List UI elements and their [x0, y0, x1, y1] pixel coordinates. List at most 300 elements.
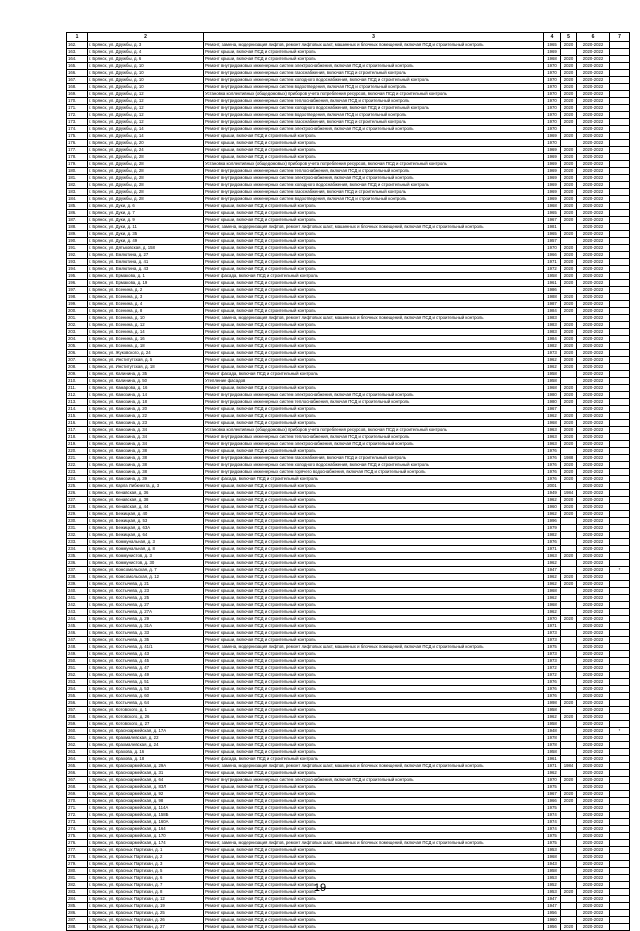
note-cell	[610, 161, 630, 168]
table-row	[67, 441, 630, 448]
planned-period-cell: 2020-2022	[577, 490, 610, 497]
row-number-cell: 263.	[67, 749, 88, 756]
last-repair-year-cell: 2020	[561, 497, 577, 504]
work-type-cell: Ремонт крыши, включая ПСД и строительный контроль	[204, 924, 544, 931]
address-cell: г. Брянск, ул. Кенавская, д. 44	[88, 504, 204, 511]
last-repair-year-cell	[561, 406, 577, 413]
work-type-cell: Ремонт, замена, модернизация лифтов, ремонт лифтовых шахт, машинных и блочных помещений, включая ПСД и строительный контроль	[204, 840, 544, 847]
row-number-cell: 222.	[67, 462, 88, 469]
work-type-cell: Ремонт крыши, включая ПСД и строительный контроль	[204, 357, 544, 364]
address-cell: г. Брянск, ул. Костычева, д. 25	[88, 595, 204, 602]
address-cell: г. Брянск, ул. Коммунистов, д. 30	[88, 560, 204, 567]
build-year-cell: 1972	[544, 672, 561, 679]
note-cell	[610, 469, 630, 476]
address-cell: г. Брянск, ул. Дружбы, д. 28	[88, 154, 204, 161]
work-type-cell: Ремонт крыши, включая ПСД и строительный контроль	[204, 805, 544, 812]
row-number-cell: 212.	[67, 392, 88, 399]
address-cell: г. Брянск, ул. Красных Партизан, д. 12	[88, 896, 204, 903]
row-number-cell: 286.	[67, 910, 88, 917]
build-year-cell: 1962	[544, 770, 561, 777]
note-cell	[610, 84, 630, 91]
work-type-cell: Ремонт крыши, включая ПСД и строительный контроль	[204, 56, 544, 63]
planned-period-cell: 2020-2022	[577, 679, 610, 686]
table-row	[67, 896, 630, 903]
row-number-cell: 182.	[67, 182, 88, 189]
address-cell: г. Брянск, ул. Красноармейская, д. 92	[88, 791, 204, 798]
last-repair-year-cell	[561, 630, 577, 637]
work-type-cell: Установка коллективных (общедомовых) приборов учета потребления ресурсов, включая ПСД и строительный контроль	[204, 91, 544, 98]
note-cell	[610, 714, 630, 721]
address-cell: г. Брянск, ул. Красноармейская, д. 158Б	[88, 812, 204, 819]
work-type-cell: Ремонт крыши, включая ПСД и строительный контроль	[204, 539, 544, 546]
planned-period-cell: 2020-2022	[577, 413, 610, 420]
address-cell: г. Брянск, ул. Кенавская, д. 36	[88, 490, 204, 497]
table-row	[67, 868, 630, 875]
planned-period-cell: 2020-2022	[577, 791, 610, 798]
work-type-cell: Ремонт крыши, включая ПСД и строительный контроль	[204, 322, 544, 329]
row-number-cell: 254.	[67, 686, 88, 693]
last-repair-year-cell	[561, 721, 577, 728]
work-type-cell: Ремонт крыши, включая ПСД и строительный контроль	[204, 896, 544, 903]
planned-period-cell: 2020-2022	[577, 133, 610, 140]
table-row	[67, 560, 630, 567]
table-row	[67, 525, 630, 532]
note-cell	[610, 497, 630, 504]
last-repair-year-cell	[561, 833, 577, 840]
table-row	[67, 665, 630, 672]
note-cell	[610, 630, 630, 637]
planned-period-cell: 2020-2022	[577, 693, 610, 700]
row-number-cell: 269.	[67, 791, 88, 798]
row-number-cell: 177.	[67, 147, 88, 154]
work-type-cell: Установка коллективных (общедомовых) приборов учета потребления ресурсов, включая ПСД и строительный контроль	[204, 427, 544, 434]
note-cell	[610, 371, 630, 378]
table-row	[67, 56, 630, 63]
row-number-cell: 213.	[67, 399, 88, 406]
note-cell	[610, 546, 630, 553]
row-number-cell: 279.	[67, 861, 88, 868]
work-type-cell: Ремонт крыши, включая ПСД и строительный контроль	[204, 574, 544, 581]
row-number-cell: 270.	[67, 798, 88, 805]
last-repair-year-cell: 2020	[561, 357, 577, 364]
address-cell: г. Брянск, ул. Есенина, д. 2	[88, 287, 204, 294]
build-year-cell: 1973	[544, 658, 561, 665]
build-year-cell: 1958	[544, 868, 561, 875]
row-number-cell: 260.	[67, 728, 88, 735]
note-cell	[610, 273, 630, 280]
build-year-cell: 1962	[544, 595, 561, 602]
work-type-cell: Ремонт внутридомовых инженерных систем водоотведения, включая ПСД и строительный контроль	[204, 196, 544, 203]
row-number-cell: 197.	[67, 287, 88, 294]
note-cell	[610, 168, 630, 175]
last-repair-year-cell	[561, 126, 577, 133]
row-number-cell: 225.	[67, 483, 88, 490]
planned-period-cell: 2020-2022	[577, 49, 610, 56]
last-repair-year-cell	[561, 371, 577, 378]
address-cell: г. Брянск, ул. Бежицкая, д. 64	[88, 532, 204, 539]
row-number-cell: 274.	[67, 826, 88, 833]
row-number-cell: 173.	[67, 119, 88, 126]
last-repair-year-cell: 2020	[561, 889, 577, 896]
planned-period-cell: 2020-2022	[577, 455, 610, 462]
build-year-cell: 1961	[544, 280, 561, 287]
address-cell: г. Брянск, ул. Дружбы, д. 10	[88, 84, 204, 91]
last-repair-year-cell: 2020	[561, 175, 577, 182]
last-repair-year-cell	[561, 567, 577, 574]
planned-period-cell: 2020-2022	[577, 189, 610, 196]
note-cell	[610, 420, 630, 427]
build-year-cell: 1976	[544, 455, 561, 462]
note-cell	[610, 588, 630, 595]
planned-period-cell: 2020-2022	[577, 651, 610, 658]
note-cell	[610, 721, 630, 728]
work-type-cell: Ремонт крыши, включая ПСД и строительный контроль	[204, 833, 544, 840]
build-year-cell: 1983	[544, 315, 561, 322]
last-repair-year-cell: 2020	[561, 189, 577, 196]
build-year-cell: 1970	[544, 70, 561, 77]
address-cell: г. Брянск, ул. Ермакова, д. 1	[88, 273, 204, 280]
address-cell: г. Брянск, ул. Дружбы, д. 3	[88, 42, 204, 49]
note-cell	[610, 798, 630, 805]
work-type-cell: Ремонт крыши, включая ПСД и строительный контроль	[204, 665, 544, 672]
planned-period-cell: 2020-2022	[577, 861, 610, 868]
address-cell: г. Брянск, ул. Красноармейская, д. 164	[88, 826, 204, 833]
build-year-cell: 1963	[544, 434, 561, 441]
row-number-cell: 220.	[67, 448, 88, 455]
planned-period-cell: 2020-2022	[577, 721, 610, 728]
work-type-cell: Ремонт крыши, включая ПСД и строительный контроль	[204, 630, 544, 637]
last-repair-year-cell: 2020	[561, 252, 577, 259]
table-row	[67, 217, 630, 224]
last-repair-year-cell: 2020	[561, 280, 577, 287]
work-type-cell: Ремонт фасада, включая ПСД и строительный контроль	[204, 371, 544, 378]
last-repair-year-cell	[561, 623, 577, 630]
table-row	[67, 518, 630, 525]
note-cell	[610, 742, 630, 749]
row-number-cell: 206.	[67, 350, 88, 357]
planned-period-cell: 2020-2022	[577, 672, 610, 679]
last-repair-year-cell: 2020	[561, 63, 577, 70]
work-type-cell: Ремонт крыши, включая ПСД и строительный контроль	[204, 749, 544, 756]
table-row	[67, 308, 630, 315]
build-year-cell: 1960	[544, 504, 561, 511]
planned-period-cell: 2020-2022	[577, 441, 610, 448]
planned-period-cell: 2020-2022	[577, 756, 610, 763]
planned-period-cell: 2020-2022	[577, 924, 610, 931]
last-repair-year-cell	[561, 49, 577, 56]
build-year-cell: 1978	[544, 735, 561, 742]
note-cell	[610, 602, 630, 609]
work-type-cell: Ремонт крыши, включая ПСД и строительный контроль	[204, 308, 544, 315]
row-number-cell: 273.	[67, 819, 88, 826]
note-cell	[610, 336, 630, 343]
table-row	[67, 637, 630, 644]
address-cell: г. Брянск, ул. Дружбы, д. 12	[88, 91, 204, 98]
planned-period-cell: 2020-2022	[577, 322, 610, 329]
work-type-cell: Ремонт внутридомовых инженерных систем электроснабжения, включая ПСД и строительный контроль	[204, 63, 544, 70]
build-year-cell: 1962	[544, 413, 561, 420]
planned-period-cell: 2020-2022	[577, 476, 610, 483]
last-repair-year-cell	[561, 756, 577, 763]
header-cell-6: 6	[577, 33, 610, 42]
work-type-cell: Ремонт крыши, включая ПСД и строительный контроль	[204, 238, 544, 245]
planned-period-cell: 2020-2022	[577, 812, 610, 819]
last-repair-year-cell: 2020	[561, 616, 577, 623]
address-cell: г. Брянск, ул. Дружбы, д. 28	[88, 168, 204, 175]
last-repair-year-cell	[561, 525, 577, 532]
address-cell: г. Брянск, ул. Костычева, д. 41/1	[88, 644, 204, 651]
address-cell: г. Брянск, ул. Есенина, д. 14	[88, 329, 204, 336]
row-number-cell: 246.	[67, 630, 88, 637]
row-number-cell: 276.	[67, 840, 88, 847]
work-type-cell: Ремонт внутридомовых инженерных систем теплоснабжения, включая ПСД и строительный контроль	[204, 434, 544, 441]
work-type-cell: Ремонт крыши, включая ПСД и строительный контроль	[204, 252, 544, 259]
build-year-cell: 1973	[544, 350, 561, 357]
work-type-cell: Ремонт крыши, включая ПСД и строительный контроль	[204, 812, 544, 819]
build-year-cell: 1958	[544, 378, 561, 385]
planned-period-cell: 2020-2022	[577, 357, 610, 364]
note-cell	[610, 112, 630, 119]
build-year-cell: 2001	[544, 483, 561, 490]
planned-period-cell: 2020-2022	[577, 616, 610, 623]
work-type-cell: Ремонт крыши, включая ПСД и строительный контроль	[204, 406, 544, 413]
note-cell	[610, 434, 630, 441]
note-cell	[610, 763, 630, 770]
build-year-cell: 1970	[544, 616, 561, 623]
build-year-cell: 1975	[544, 644, 561, 651]
work-type-cell: Ремонт крыши, включая ПСД и строительный контроль	[204, 595, 544, 602]
work-type-cell: Ремонт, замена, модернизация лифтов, ремонт лифтовых шахт, машинных и блочных помещений, включая ПСД и строительный контроль	[204, 224, 544, 231]
note-cell	[610, 385, 630, 392]
planned-period-cell: 2020-2022	[577, 385, 610, 392]
address-cell: г. Брянск, ул. Красноармейская, д. 64	[88, 777, 204, 784]
note-cell	[610, 308, 630, 315]
planned-period-cell: 2020-2022	[577, 77, 610, 84]
row-number-cell: 232.	[67, 532, 88, 539]
planned-period-cell: 2020-2022	[577, 238, 610, 245]
address-cell: г. Брянск, ул. Красноармейская, д. 160А	[88, 819, 204, 826]
row-number-cell: 233.	[67, 539, 88, 546]
address-cell: г. Брянск, ул. Дружбы, д. 10	[88, 77, 204, 84]
build-year-cell: 1975	[544, 840, 561, 847]
planned-period-cell: 2020-2022	[577, 259, 610, 266]
table-row	[67, 434, 630, 441]
note-cell	[610, 525, 630, 532]
note-cell	[610, 406, 630, 413]
build-year-cell: 1981	[544, 224, 561, 231]
address-cell: г. Брянск, ул. Жуковского, д. 24	[88, 350, 204, 357]
address-cell: г. Брянск, ул. Крахова, д. 18	[88, 756, 204, 763]
work-type-cell: Ремонт крыши, включая ПСД и строительный контроль	[204, 784, 544, 791]
row-number-cell: 244.	[67, 616, 88, 623]
work-type-cell: Утепление фасадов	[204, 378, 544, 385]
note-cell	[610, 693, 630, 700]
build-year-cell: 1960	[544, 917, 561, 924]
build-year-cell: 1966	[544, 252, 561, 259]
planned-period-cell: 2020-2022	[577, 98, 610, 105]
row-number-cell: 174.	[67, 126, 88, 133]
row-number-cell: 214.	[67, 406, 88, 413]
work-type-cell: Ремонт крыши, включая ПСД и строительный контроль	[204, 133, 544, 140]
planned-period-cell: 2020-2022	[577, 462, 610, 469]
planned-period-cell: 2020-2022	[577, 406, 610, 413]
work-type-cell: Ремонт крыши, включая ПСД и строительный контроль	[204, 658, 544, 665]
work-type-cell: Ремонт, замена, модернизация лифтов, ремонт лифтовых шахт, машинных и блочных помещений, включая ПСД и строительный контроль	[204, 42, 544, 49]
work-type-cell: Ремонт крыши, включая ПСД и строительный контроль	[204, 140, 544, 147]
note-cell	[610, 427, 630, 434]
build-year-cell: 1952	[544, 882, 561, 889]
planned-period-cell: 2020-2022	[577, 630, 610, 637]
work-type-cell: Ремонт крыши, включая ПСД и строительный контроль	[204, 532, 544, 539]
planned-period-cell: 2020-2022	[577, 392, 610, 399]
build-year-cell: 1965	[544, 231, 561, 238]
planned-period-cell: 2020-2022	[577, 287, 610, 294]
address-cell: г. Брянск, ул. Есенина, д. 18	[88, 343, 204, 350]
last-repair-year-cell: 2020	[561, 245, 577, 252]
last-repair-year-cell: 2020	[561, 777, 577, 784]
build-year-cell: 1970	[544, 91, 561, 98]
address-cell: г. Брянск, ул. Карла Либкнехта, д. 3	[88, 483, 204, 490]
planned-period-cell: 2020-2022	[577, 119, 610, 126]
note-cell	[610, 105, 630, 112]
note-cell	[610, 518, 630, 525]
note-cell	[610, 49, 630, 56]
note-cell	[610, 196, 630, 203]
work-type-cell: Ремонт крыши, включая ПСД и строительный контроль	[204, 336, 544, 343]
table-row	[67, 581, 630, 588]
note-cell	[610, 350, 630, 357]
note-cell	[610, 189, 630, 196]
build-year-cell: 1956	[544, 924, 561, 931]
work-type-cell: Ремонт крыши, включая ПСД и строительный контроль	[204, 728, 544, 735]
table-row	[67, 462, 630, 469]
build-year-cell: 1988	[544, 294, 561, 301]
row-number-cell: 253.	[67, 679, 88, 686]
table-row	[67, 371, 630, 378]
address-cell: г. Брянск, ул. Костычева, д. 53	[88, 686, 204, 693]
last-repair-year-cell	[561, 868, 577, 875]
planned-period-cell: 2020-2022	[577, 707, 610, 714]
last-repair-year-cell: 2020	[561, 77, 577, 84]
table-row	[67, 357, 630, 364]
build-year-cell: 1968	[544, 420, 561, 427]
build-year-cell: 1969	[544, 168, 561, 175]
table-row	[67, 504, 630, 511]
planned-period-cell: 2020-2022	[577, 497, 610, 504]
planned-period-cell: 2020-2022	[577, 84, 610, 91]
build-year-cell: 1976	[544, 469, 561, 476]
row-number-cell: 261.	[67, 735, 88, 742]
work-type-cell: Ремонт крыши, включая ПСД и строительный контроль	[204, 679, 544, 686]
work-type-cell: Ремонт крыши, включая ПСД и строительный контроль	[204, 259, 544, 266]
planned-period-cell: 2020-2022	[577, 203, 610, 210]
planned-period-cell: 2020-2022	[577, 294, 610, 301]
row-number-cell: 218.	[67, 434, 88, 441]
planned-period-cell: 2020-2022	[577, 210, 610, 217]
work-type-cell: Ремонт крыши, включая ПСД и строительный контроль	[204, 504, 544, 511]
work-type-cell: Ремонт внутридомовых инженерных систем электроснабжения, включая ПСД и строительный контроль	[204, 126, 544, 133]
note-cell	[610, 854, 630, 861]
planned-period-cell: 2020-2022	[577, 154, 610, 161]
work-type-cell: Ремонт крыши, включая ПСД и строительный контроль	[204, 791, 544, 798]
note-cell	[610, 581, 630, 588]
build-year-cell: 1969	[544, 189, 561, 196]
row-number-cell: 205.	[67, 343, 88, 350]
build-year-cell: 1982	[544, 532, 561, 539]
planned-period-cell: 2020-2022	[577, 665, 610, 672]
table-row	[67, 749, 630, 756]
document-sheet	[66, 32, 629, 931]
row-number-cell: 284.	[67, 896, 88, 903]
work-type-cell: Ремонт крыши, включая ПСД и строительный контроль	[204, 385, 544, 392]
address-cell: г. Брянск, ул. Красноармейская, д. 170	[88, 833, 204, 840]
build-year-cell: 1976	[544, 539, 561, 546]
address-cell: г. Брянск, ул. Камозина, д. 18	[88, 399, 204, 406]
address-cell: г. Брянск, ул. Костычева, д. 43	[88, 651, 204, 658]
last-repair-year-cell	[561, 658, 577, 665]
row-number-cell: 187.	[67, 217, 88, 224]
build-year-cell: 1971	[544, 546, 561, 553]
work-type-cell: Ремонт внутридомовых инженерных систем электроснабжения, включая ПСД и строительный контроль	[204, 392, 544, 399]
row-number-cell: 262.	[67, 742, 88, 749]
build-year-cell: 1983	[544, 329, 561, 336]
planned-period-cell: 2020-2022	[577, 840, 610, 847]
work-type-cell: Ремонт внутридомовых инженерных систем теплоснабжения, включая ПСД и строительный контроль	[204, 399, 544, 406]
last-repair-year-cell	[561, 224, 577, 231]
work-type-cell: Ремонт внутридомовых инженерных систем электроснабжения, включая ПСД и строительный контроль	[204, 777, 544, 784]
planned-period-cell: 2020-2022	[577, 252, 610, 259]
planned-period-cell: 2020-2022	[577, 567, 610, 574]
note-cell	[610, 147, 630, 154]
last-repair-year-cell: 2020	[561, 553, 577, 560]
row-number-cell: 215.	[67, 413, 88, 420]
address-cell: г. Брянск, ул. Есенина, д. 8	[88, 308, 204, 315]
table-row	[67, 595, 630, 602]
row-number-cell: 280.	[67, 868, 88, 875]
work-type-cell: Ремонт крыши, включая ПСД и строительный контроль	[204, 420, 544, 427]
last-repair-year-cell: 2020	[561, 469, 577, 476]
work-type-cell: Ремонт крыши, включая ПСД и строительный контроль	[204, 651, 544, 658]
row-number-cell: 181.	[67, 175, 88, 182]
table-row	[67, 476, 630, 483]
note-cell	[610, 644, 630, 651]
last-repair-year-cell	[561, 686, 577, 693]
row-number-cell: 287.	[67, 917, 88, 924]
row-number-cell: 199.	[67, 301, 88, 308]
address-cell: г. Брянск, ул. Камозина, д. 23	[88, 420, 204, 427]
table-row	[67, 84, 630, 91]
last-repair-year-cell: 2020	[561, 329, 577, 336]
planned-period-cell: 2020-2022	[577, 224, 610, 231]
last-repair-year-cell: 2020	[561, 161, 577, 168]
planned-period-cell: 2020-2022	[577, 700, 610, 707]
note-cell	[610, 686, 630, 693]
header-row	[67, 33, 630, 42]
work-type-cell: Ремонт крыши, включая ПСД и строительный контроль	[204, 553, 544, 560]
build-year-cell: 1970	[544, 98, 561, 105]
table-row	[67, 483, 630, 490]
address-cell: г. Брянск, ул. Камозина, д. 34	[88, 427, 204, 434]
header-cell-4: 4	[544, 33, 561, 42]
work-type-cell: Ремонт крыши, включая ПСД и строительный контроль	[204, 266, 544, 273]
address-cell: г. Брянск, ул. Красных Партизан, д. 7	[88, 882, 204, 889]
build-year-cell: 1972	[544, 266, 561, 273]
address-cell: г. Брянск, ул. Костычева, д. 51	[88, 679, 204, 686]
note-cell	[610, 833, 630, 840]
table-row	[67, 756, 630, 763]
planned-period-cell: 2020-2022	[577, 511, 610, 518]
work-type-cell: Ремонт крыши, включая ПСД и строительный контроль	[204, 819, 544, 826]
